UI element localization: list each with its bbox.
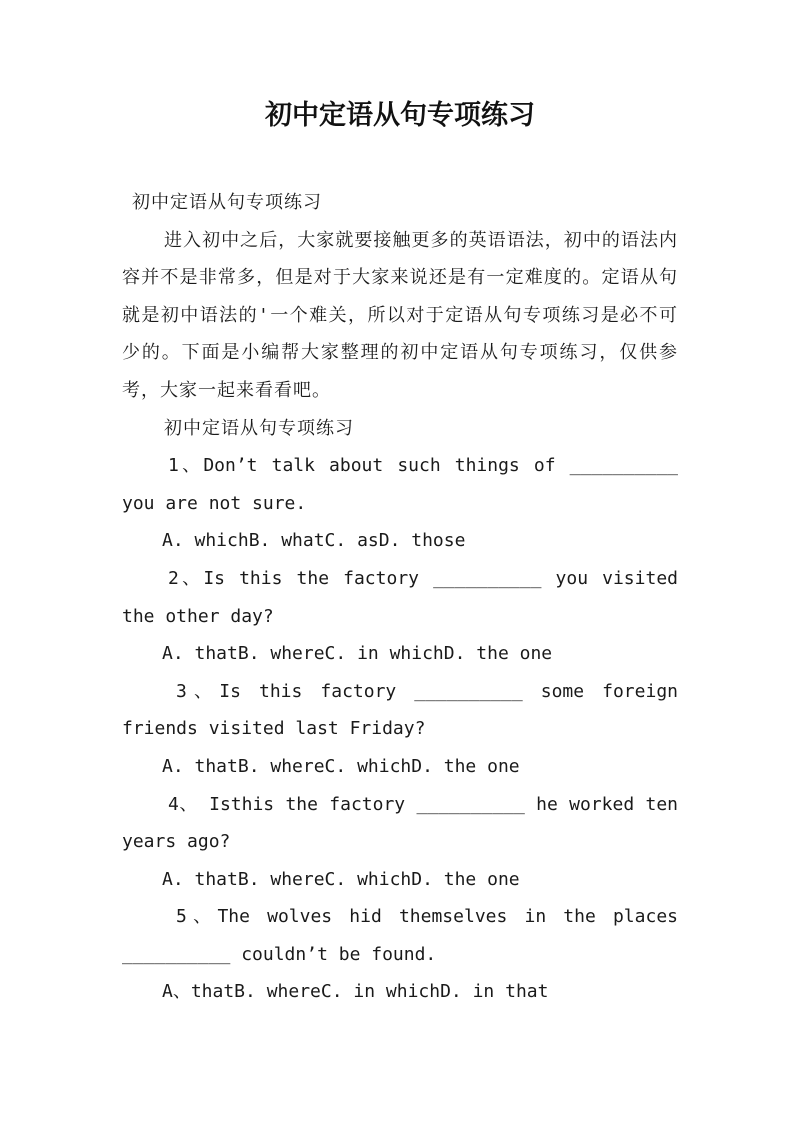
intro-paragraph: 进入初中之后，大家就要接触更多的英语语法，初中的语法内容并不是非常多，但是对于大家来说还是有一定难度的。定语从句就是初中语法的'一个难关，所以对于定语从句专项练习是必不可少的。下面是小编帮大家整理的初中定语从句专项练习，仅供参考，大家一起来看看吧。 (122, 229, 678, 401)
question-1-options: A. whichB. whatC. asD. those (162, 530, 466, 552)
question-4-options: A. thatB. whereC. whichD. the one (162, 868, 520, 890)
question-4-stem: 4、 Isthis the factory __________ he worked ten years ago? (122, 793, 678, 853)
section-heading: 初中定语从句专项练习 (164, 417, 354, 439)
question-1-stem: 1、Don’t talk about such things of __________ you are not sure. (122, 455, 678, 514)
subtitle: 初中定语从句专项练习 (132, 192, 322, 213)
question-5-options: A、thatB. whereC. in whichD. in that (162, 981, 549, 1003)
question-5-stem: 5、The wolves hid themselves in the places __________ couldn’t be found. (122, 906, 678, 965)
question-2-options: A. thatB. whereC. in whichD. the one (162, 643, 553, 665)
question-3-options: A. thatB. whereC. whichD. the one (162, 755, 520, 777)
document-body (122, 184, 678, 1011)
document-title: 初中定语从句专项练习 (265, 100, 535, 131)
question-2-stem: 2、Is this the factory __________ you visited the other day? (122, 567, 678, 627)
question-3-stem: 3、Is this factory __________ some foreign friends visited last Friday? (122, 680, 678, 740)
